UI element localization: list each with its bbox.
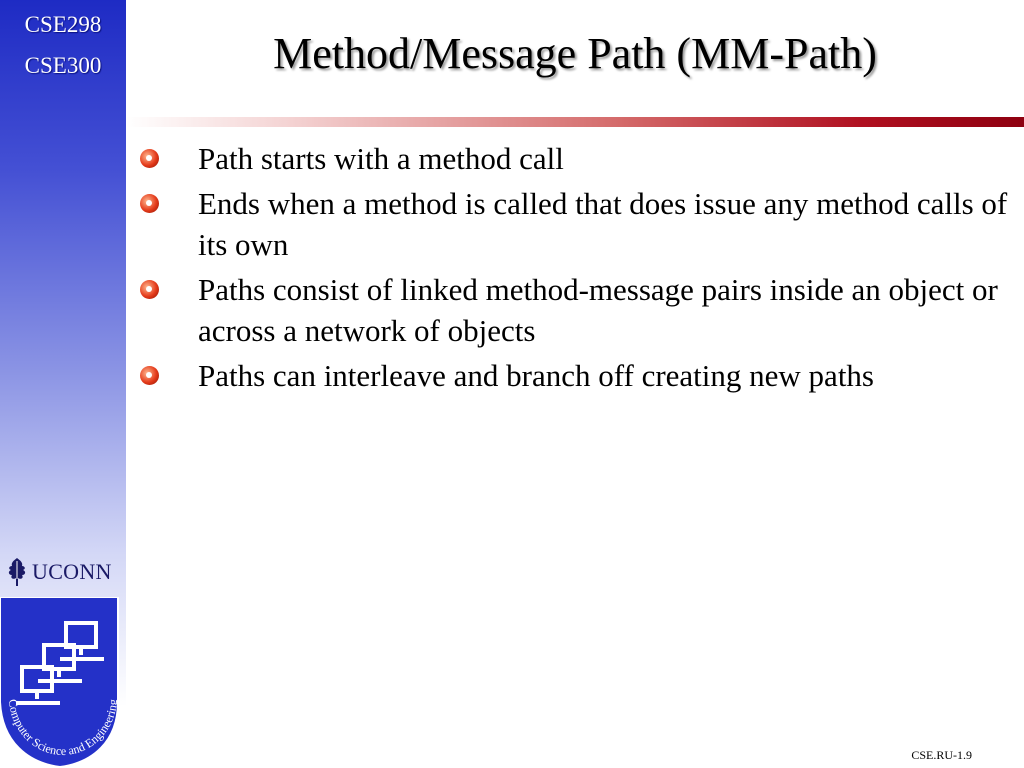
bullet-circle-icon xyxy=(140,149,159,168)
logo-caption-path: Computer Science and Engineering xyxy=(5,698,121,759)
oak-leaf-icon xyxy=(6,557,28,587)
left-sidebar xyxy=(0,0,126,768)
uconn-wordmark: UCONN xyxy=(32,559,112,584)
title-divider xyxy=(126,117,1024,127)
course-code-bottom: CSE300 xyxy=(24,53,102,78)
bullet-text: Paths consist of linked method-message pairs inside an object or across a network of objects xyxy=(198,272,998,348)
bullet-item xyxy=(140,355,1014,396)
bullet-text: Path starts with a method call xyxy=(198,141,564,176)
bullet-circle-icon xyxy=(140,280,159,299)
bullet-list xyxy=(140,138,1014,400)
bullet-item xyxy=(140,269,1014,351)
cse-department-logo xyxy=(0,597,126,768)
slide-footer-id: CSE.RU-1.9 xyxy=(911,748,972,762)
bullet-text: Paths can interleave and branch off creating new paths xyxy=(198,358,874,393)
slide-title: Method/Message Path (MM-Path) xyxy=(273,29,877,78)
bullet-item xyxy=(140,183,1014,265)
course-code-top: CSE298 xyxy=(24,12,102,37)
uconn-logo xyxy=(6,557,112,587)
bullet-circle-icon xyxy=(140,366,159,385)
bullet-item xyxy=(140,138,1014,179)
bullet-text: Ends when a method is called that does issue any method calls of its own xyxy=(198,186,1008,262)
bullet-circle-icon xyxy=(140,194,159,213)
